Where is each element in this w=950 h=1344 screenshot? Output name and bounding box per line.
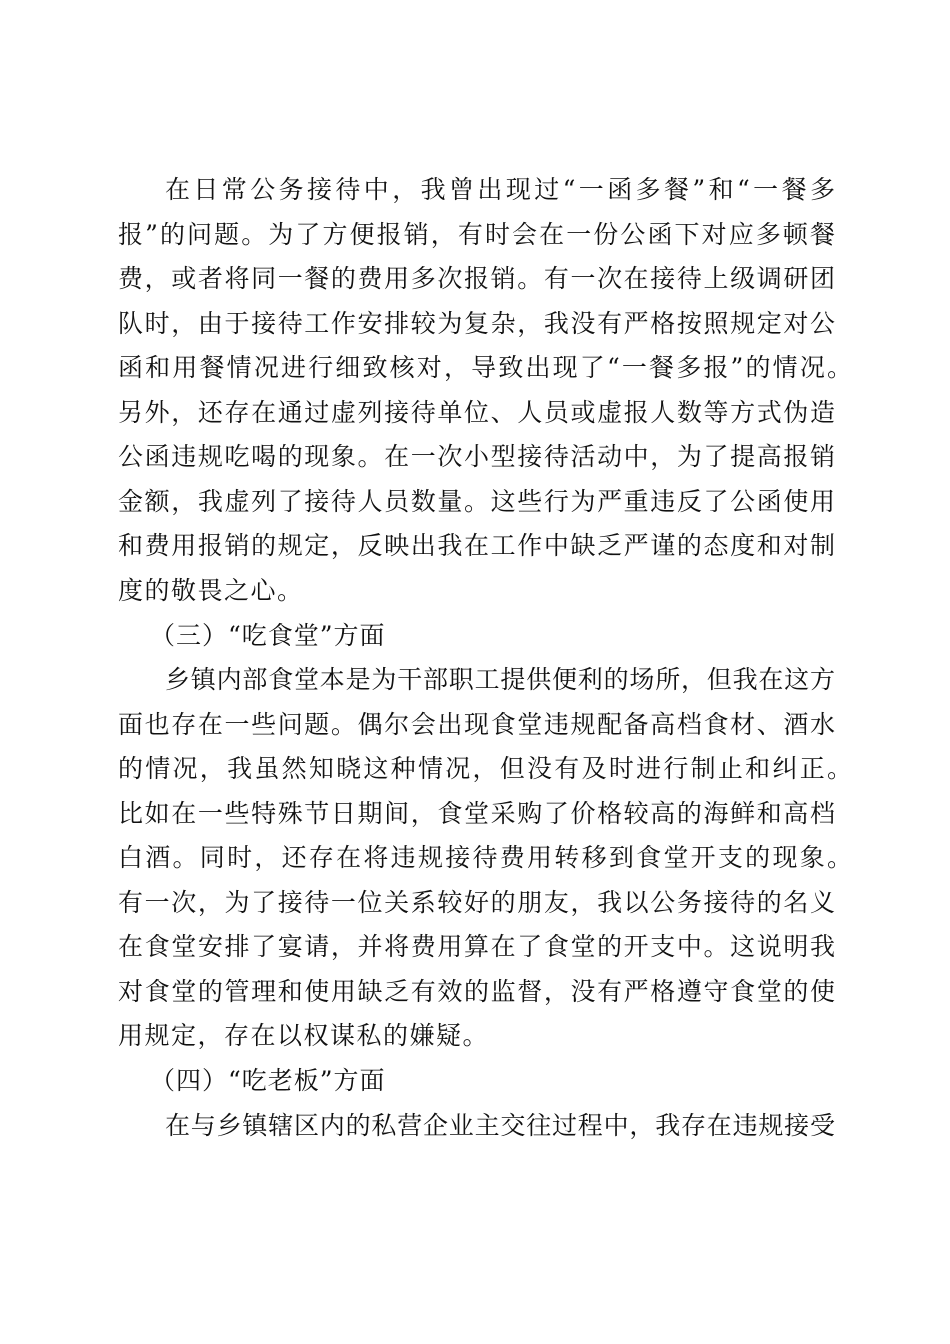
paragraph-line: 函和用餐情况进行细致核对，导致出现了“一餐多报”的情况。 [118,353,852,382]
paragraph-line: 的情况，我虽然知晓这种情况，但没有及时进行制止和纠正。 [118,754,852,783]
paragraph-line: 费，或者将同一餐的费用多次报销。有一次在接待上级调研团 [118,264,835,293]
paragraph-line: 在与乡镇辖区内的私营企业主交往过程中，我存在违规接受 [165,1111,835,1140]
section-heading-4: （四）“吃老板”方面 [150,1066,386,1095]
paragraph-line: 在日常公务接待中，我曾出现过“一函多餐”和“一餐多 [165,175,835,204]
paragraph-line: 比如在一些特殊节日期间，食堂采购了价格较高的海鲜和高档 [118,799,835,828]
paragraph-line: 和费用报销的规定，反映出我在工作中缺乏严谨的态度和对制 [118,531,835,560]
paragraph-line: 报”的问题。为了方便报销，有时会在一份公函下对应多顿餐 [118,220,835,249]
paragraph-line: 在食堂安排了宴请，并将费用算在了食堂的开支中。这说明我 [118,932,835,961]
paragraph-line: 乡镇内部食堂本是为干部职工提供便利的场所，但我在这方 [165,665,835,694]
section-heading-3: （三）“吃食堂”方面 [150,621,386,650]
paragraph-line: 有一次，为了接待一位关系较好的朋友，我以公务接待的名义 [118,888,835,917]
paragraph-line: 用规定，存在以权谋私的嫌疑。 [118,1021,490,1050]
paragraph-line: 队时，由于接待工作安排较为复杂，我没有严格按照规定对公 [118,309,835,338]
paragraph-line: 另外，还存在通过虚列接待单位、人员或虚报人数等方式伪造 [118,398,835,427]
paragraph-line: 金额，我虚列了接待人员数量。这些行为严重违反了公函使用 [118,487,835,516]
paragraph-line: 度的敬畏之心。 [118,576,304,605]
paragraph-line: 公函违规吃喝的现象。在一次小型接待活动中，为了提高报销 [118,442,835,471]
paragraph-line: 面也存在一些问题。偶尔会出现食堂违规配备高档食材、酒水 [118,710,835,739]
paragraph-line: 白酒。同时，还存在将违规接待费用转移到食堂开支的现象。 [118,843,852,872]
paragraph-line: 对食堂的管理和使用缺乏有效的监督，没有严格遵守食堂的使 [118,977,835,1006]
